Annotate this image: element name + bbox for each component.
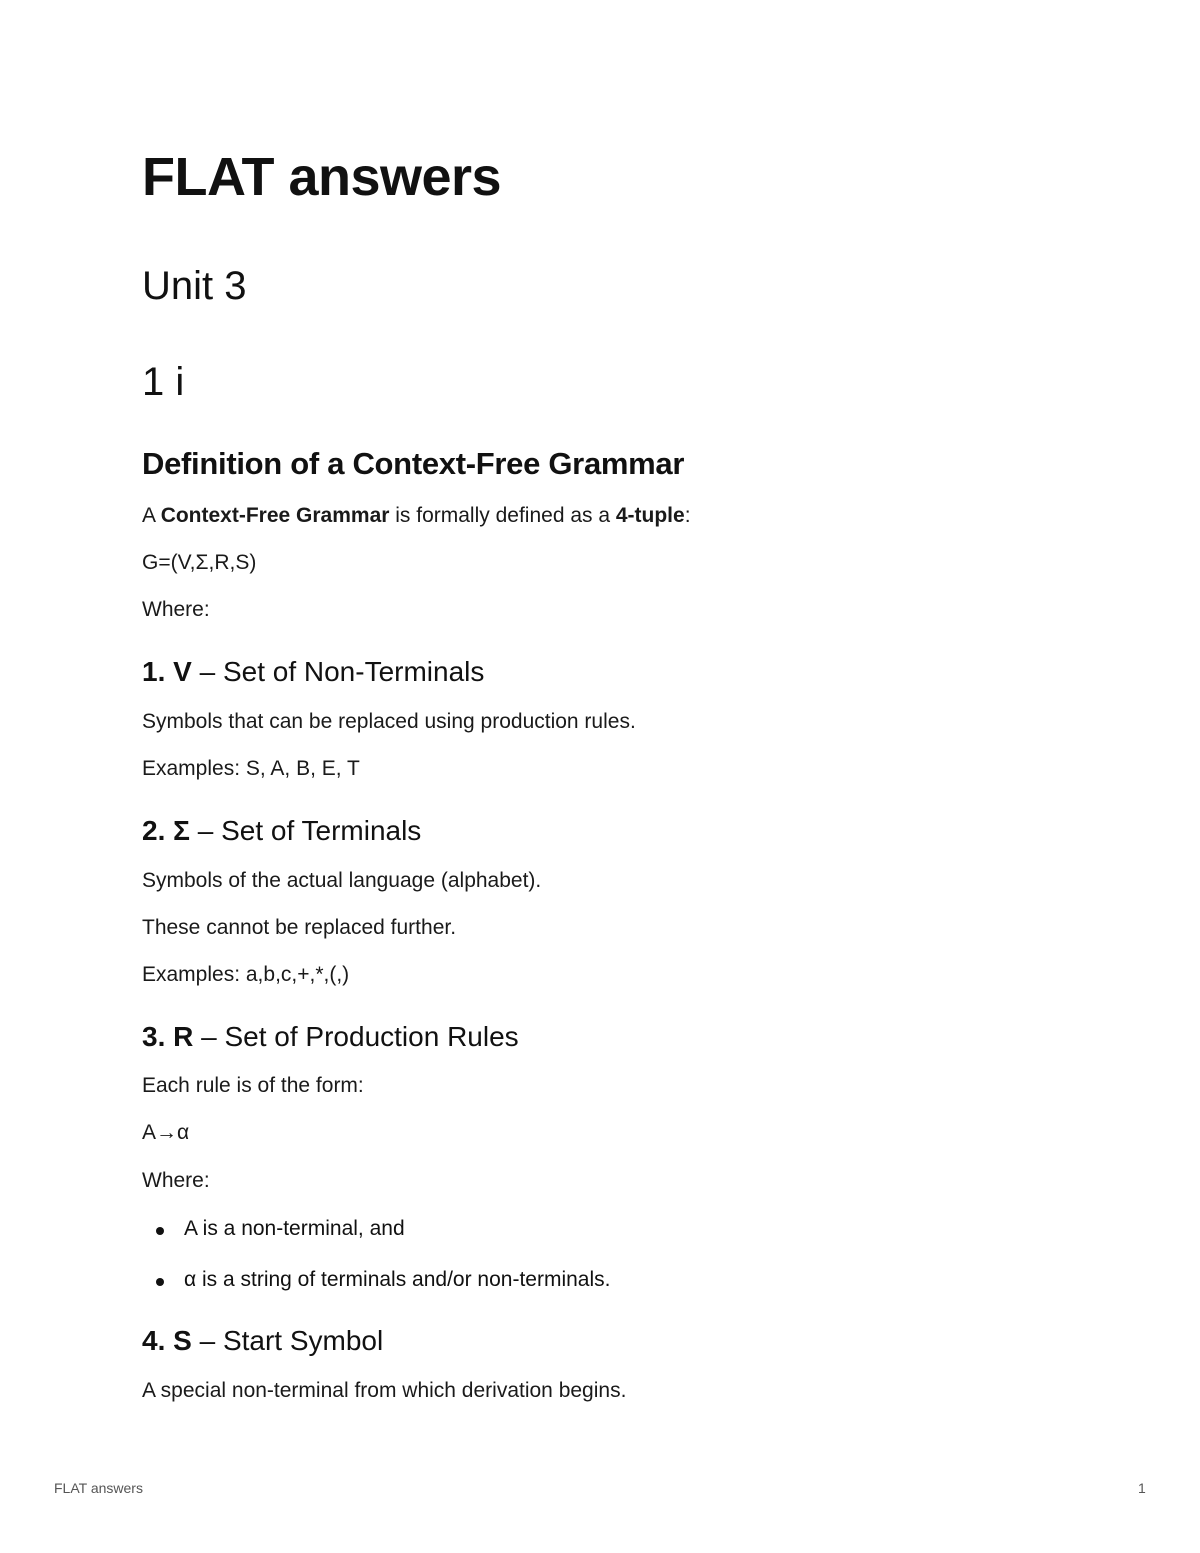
component-line: These cannot be replaced further.	[142, 916, 457, 939]
formula: G=(V,Σ,R,S)	[142, 551, 257, 574]
unit-heading: Unit 3	[142, 264, 247, 308]
component-line: Examples: a,b,c,+,*,(,)	[142, 963, 350, 986]
bullet-dot-icon	[156, 1227, 164, 1235]
document-title: FLAT answers	[142, 147, 502, 207]
component-line: Symbols of the actual language (alphabet).	[142, 869, 542, 892]
section-heading: Definition of a Context-Free Grammar	[142, 446, 685, 481]
component-line: Where:	[142, 1169, 210, 1192]
component-heading-v: 1. V – Set of Non-Terminals	[142, 656, 485, 687]
bullet-dot-icon	[156, 1278, 164, 1286]
component-line: Each rule is of the form:	[142, 1074, 364, 1097]
component-line: Symbols that can be replaced using production rules.	[142, 710, 636, 733]
intro-paragraph: A Context-Free Grammar is formally defined as a 4-tuple:	[142, 504, 691, 527]
footer-title: FLAT answers	[54, 1480, 143, 1496]
where-label: Where:	[142, 598, 210, 621]
component-line: Examples: S, A, B, E, T	[142, 757, 360, 780]
component-heading-sigma: 2. Σ – Set of Terminals	[142, 815, 422, 846]
component-heading-r: 3. R – Set of Production Rules	[142, 1021, 519, 1052]
component-line: A special non-terminal from which derivation begins.	[142, 1379, 627, 1402]
component-line: A→α	[142, 1121, 190, 1144]
component-heading-s: 4. S – Start Symbol	[142, 1325, 384, 1356]
page-number: 1	[1138, 1480, 1146, 1496]
question-heading: 1 i	[142, 360, 185, 404]
